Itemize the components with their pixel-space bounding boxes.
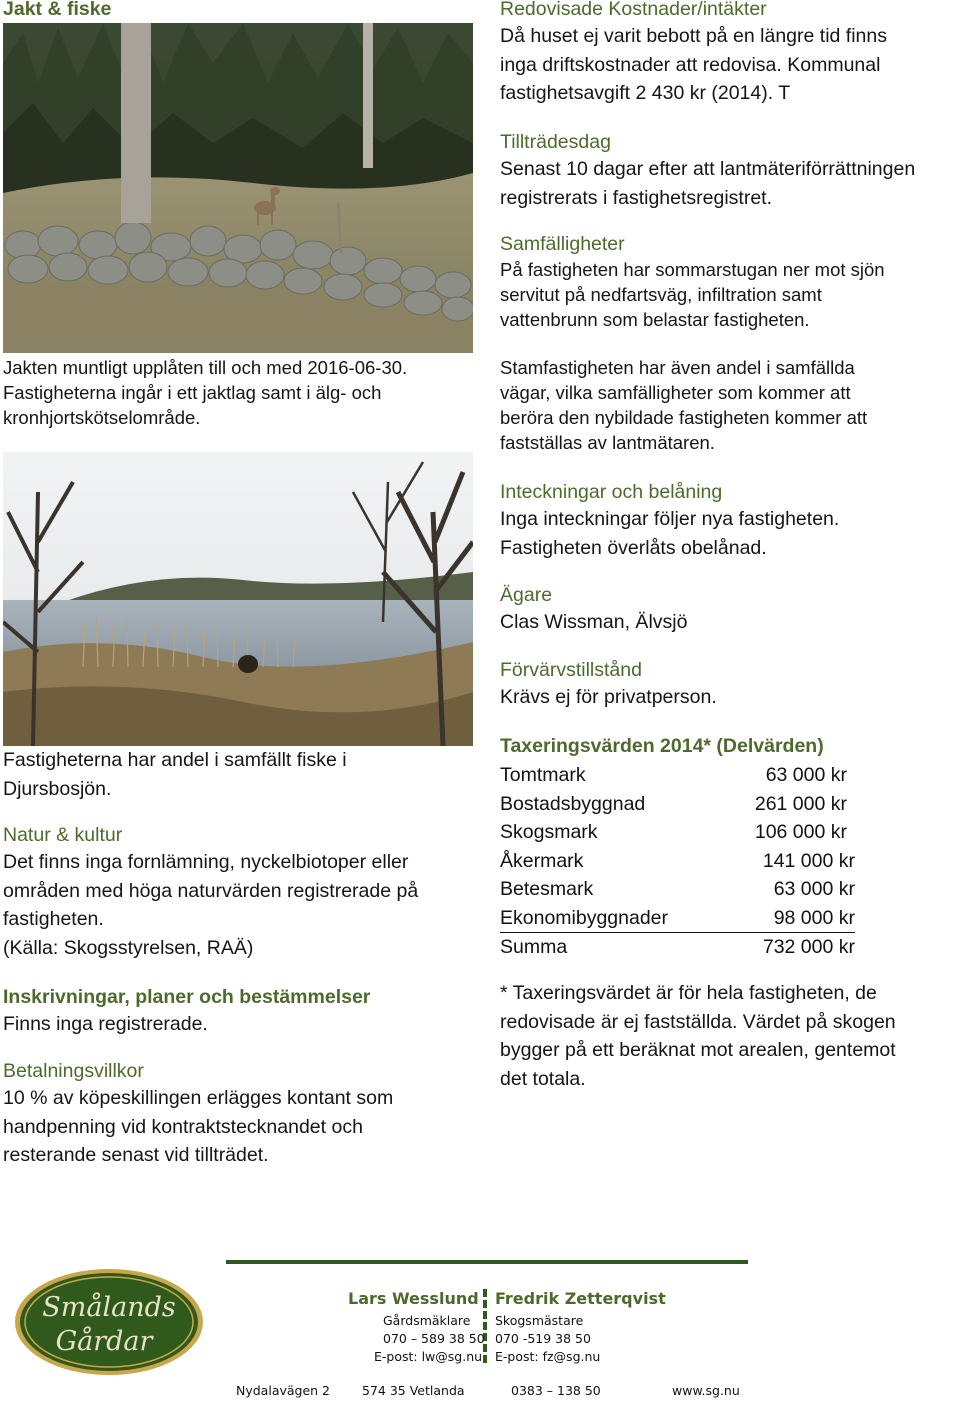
fiske-caption bbox=[3, 746, 347, 803]
inteckningar-section bbox=[500, 479, 839, 562]
kostnader-section bbox=[500, 0, 887, 108]
natur-line: områden med höga naturvärden registrerade på bbox=[3, 879, 419, 902]
natur-section bbox=[3, 822, 418, 962]
taxering-row bbox=[500, 904, 855, 933]
betalning-line: 10 % av köpeskillingen erlägges kontant som bbox=[3, 1087, 394, 1109]
jakt-caption-line: Jakten muntligt upplåten till och med 2016-06-30. bbox=[3, 357, 408, 378]
fiske-caption-line: Fastigheterna har andel i samfällt fiske i bbox=[3, 749, 347, 771]
logo-text-line1: Smålands bbox=[42, 1292, 176, 1323]
taxering-label: Bostadsbyggnad bbox=[500, 793, 646, 815]
agent1-name: Lars Wesslund bbox=[348, 1289, 479, 1308]
taxering-value: 106 000 kr bbox=[754, 821, 847, 843]
betalning-line: handpenning vid kontraktstecknandet och bbox=[3, 1115, 363, 1138]
taxering-label: Ekonomibyggnader bbox=[500, 907, 669, 929]
lake-image bbox=[3, 452, 473, 746]
betalning-heading: Betalningsvillkor bbox=[3, 1060, 144, 1082]
inteckningar-line: Inga inteckningar följer nya fastigheten. bbox=[500, 508, 840, 530]
taxering-value: 63 000 kr bbox=[765, 764, 847, 786]
tilltrade-line: registrerats i fastighetsregistret. bbox=[500, 186, 773, 209]
tilltrade-heading: Tillträdesdag bbox=[500, 131, 611, 153]
taxering-value: 98 000 kr bbox=[773, 907, 855, 929]
betalning-line: resterande senast vid tillträdet. bbox=[3, 1144, 269, 1166]
samfalligheter-section bbox=[500, 231, 885, 332]
agent2-email[interactable]: E-post: fz@sg.nu bbox=[495, 1349, 601, 1364]
taxering-value: 261 000 kr bbox=[754, 793, 847, 815]
taxering-label: Skogsmark bbox=[500, 821, 598, 843]
footnote-line: * Taxeringsvärdet är för hela fastigheten, de bbox=[500, 982, 877, 1004]
taxering-row bbox=[500, 790, 855, 818]
stamfastighet-line: Stamfastigheten har även andel i samfällda bbox=[500, 357, 855, 378]
natur-heading: Natur & kultur bbox=[3, 824, 123, 846]
tilltrade-line: Senast 10 dagar efter att lantmäteriförrättningen bbox=[500, 158, 916, 180]
taxering-value: 141 000 kr bbox=[762, 850, 855, 872]
taxering-label: Betesmark bbox=[500, 878, 594, 900]
kostnader-line: fastighetsavgift 2 430 kr (2014). T bbox=[500, 82, 791, 104]
footnote-line: bygger på ett beräknat mot arealen, gentemot bbox=[500, 1039, 896, 1061]
agent1-email[interactable]: E-post: lw@sg.nu bbox=[374, 1349, 483, 1364]
forvarv-section bbox=[500, 657, 717, 712]
footer-postal: 574 35 Vetlanda bbox=[362, 1383, 465, 1398]
footer-address: Nydalavägen 2 bbox=[236, 1383, 331, 1398]
kostnader-heading: Redovisade Kostnader/intäkter bbox=[500, 0, 767, 20]
logo-oval bbox=[12, 1266, 207, 1378]
lake-photo bbox=[3, 452, 473, 746]
natur-line: fastigheten. bbox=[3, 908, 104, 930]
smalands-gardar-logo bbox=[12, 1266, 207, 1378]
inskrivningar-section bbox=[3, 984, 370, 1039]
kostnader-line: inga driftskostnader att redovisa. Kommunal bbox=[500, 53, 881, 76]
natur-line: (Källa: Skogsstyrelsen, RAÄ) bbox=[3, 936, 254, 959]
stamfastighet-line: fastställas av lantmätaren. bbox=[500, 432, 715, 453]
kostnader-line: Då huset ej varit bebott på en längre tid finns bbox=[500, 25, 887, 47]
footer-phone: 0383 – 138 50 bbox=[511, 1383, 601, 1398]
agent-separator bbox=[483, 1289, 487, 1365]
taxering-value: 732 000 kr bbox=[762, 936, 855, 958]
agent2-title: Skogsmästare bbox=[495, 1313, 584, 1328]
taxering-value: 63 000 kr bbox=[773, 878, 855, 900]
taxering-footnote bbox=[500, 979, 896, 1093]
taxering-row bbox=[500, 818, 855, 846]
inskrivningar-heading: Inskrivningar, planer och bestämmelser bbox=[3, 986, 371, 1008]
agare-line: Clas Wissman, Älvsjö bbox=[500, 611, 688, 633]
natur-line: Det finns inga fornlämning, nyckelbiotoper eller bbox=[3, 851, 409, 873]
deer-meadow-image bbox=[3, 23, 473, 353]
taxering-row bbox=[500, 847, 855, 875]
taxering-label: Summa bbox=[500, 936, 568, 958]
jakt-caption-line: Fastigheterna ingår i ett jaktlag samt i älg- och bbox=[3, 382, 382, 403]
stamfastighet-line: beröra den nybildade fastigheten kommer att bbox=[500, 407, 868, 428]
taxering-label: Åkermark bbox=[500, 850, 584, 872]
jakt-heading: Jakt & fiske bbox=[3, 0, 112, 20]
footnote-line: det totala. bbox=[500, 1067, 586, 1090]
taxering-label: Tomtmark bbox=[500, 764, 586, 786]
samfalligheter-line: På fastigheten har sommarstugan ner mot sjön bbox=[500, 259, 885, 280]
tilltrade-section bbox=[500, 129, 915, 212]
samfalligheter-heading: Samfälligheter bbox=[500, 233, 625, 255]
taxering-heading: Taxeringsvärden 2014* (Delvärden) bbox=[500, 735, 824, 757]
agent1-phone: 070 – 589 38 50 bbox=[383, 1331, 485, 1346]
deer-meadow-photo bbox=[3, 23, 473, 353]
agare-section bbox=[500, 582, 687, 637]
fiske-caption-line: Djursbosjön. bbox=[3, 777, 112, 800]
stamfastighet-section bbox=[500, 355, 867, 455]
footer-divider bbox=[226, 1260, 748, 1264]
jakt-caption bbox=[3, 355, 407, 430]
inskrivningar-line: Finns inga registrerade. bbox=[3, 1013, 208, 1035]
samfalligheter-line: vattenbrunn som belastar fastigheten. bbox=[500, 309, 810, 330]
inteckningar-heading: Inteckningar och belåning bbox=[500, 481, 723, 503]
inteckningar-line: Fastigheten överlåts obelånad. bbox=[500, 536, 767, 559]
forvarv-line: Krävs ej för privatperson. bbox=[500, 686, 717, 708]
footer-web[interactable]: www.sg.nu bbox=[672, 1383, 740, 1398]
taxering-row bbox=[500, 875, 855, 903]
agent1-title: Gårdsmäklare bbox=[383, 1313, 471, 1328]
jakt-caption-line: kronhjortskötselområde. bbox=[3, 407, 201, 428]
stamfastighet-line: vägar, vilka samfälligheter som kommer att bbox=[500, 382, 851, 403]
forvarv-heading: Förvärvstillstånd bbox=[500, 659, 642, 681]
taxering-sum-row bbox=[500, 933, 855, 961]
logo-text-line2: Gårdar bbox=[55, 1326, 153, 1357]
agent2-name: Fredrik Zetterqvist bbox=[495, 1289, 666, 1308]
samfalligheter-line: servitut på nedfartsväg, infiltration samt bbox=[500, 284, 822, 305]
betalning-section bbox=[3, 1058, 393, 1170]
agent2-phone: 070 -519 38 50 bbox=[495, 1331, 591, 1346]
agare-heading: Ägare bbox=[500, 584, 553, 606]
footnote-line: redovisade är ej fastställda. Värdet på skogen bbox=[500, 1010, 896, 1033]
taxering-row bbox=[500, 761, 855, 789]
separator-dots bbox=[483, 1289, 487, 1365]
